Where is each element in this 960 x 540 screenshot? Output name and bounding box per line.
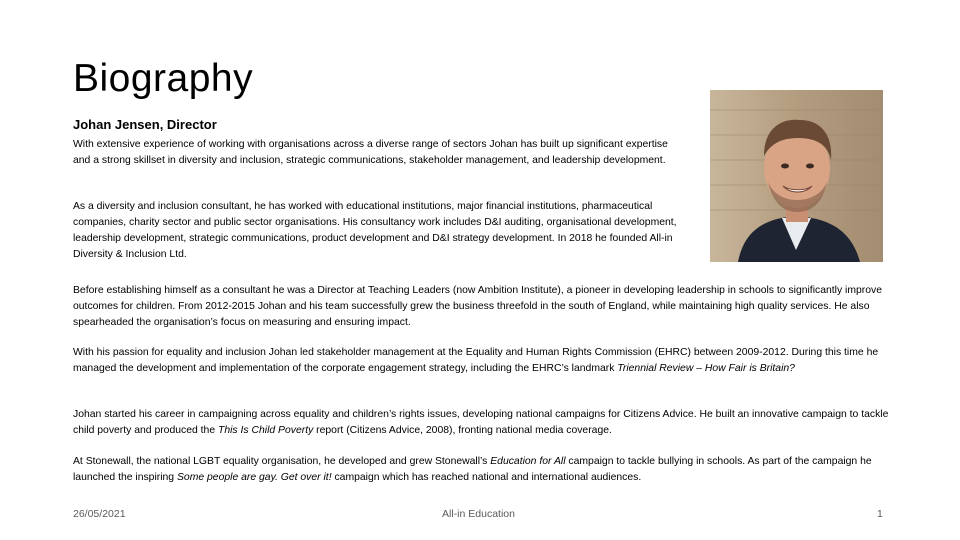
bio-paragraph-4 — [73, 345, 893, 377]
footer-organisation: All-in Education — [442, 508, 515, 520]
campaign-title-education-for-all: Education for All — [490, 456, 566, 467]
report-title-triennial-review: Triennial Review – How Fair is Britain? — [617, 363, 795, 374]
bio-paragraph-1: With extensive experience of working with organisations across a diverse range of sectors Johan has built up significant expertise and a strong skillset in diversity and inclusion, strategic communications, stakeholder management, and leadership development. — [73, 139, 668, 166]
bio-paragraph-2: As a diversity and inclusion consultant, he has worked with educational institutions, major financial institutions, pharmaceutical companies, charity sector and public sector organisations. His consultancy work includes D&I auditing, organisational development, leadership development, strategic communications, product development and D&I strategy development. In 2018 he founded All-in Diversity & Inclusion Ltd. — [73, 201, 677, 260]
slide-title: Biography — [73, 57, 254, 100]
portrait-photo — [710, 90, 883, 262]
portrait-illustration — [710, 90, 883, 262]
bio-paragraph-5 — [73, 407, 893, 439]
bio-paragraph-3: Before establishing himself as a consultant he was a Director at Teaching Leaders (now Ambition Institute), a pioneer in developing leadership in schools to significantly improve outcomes for children. From 2012-2015 Johan and his team successfully grew the business threefold in the south of England, while maintaining high quality services. He also spearheaded the organisation’s focus on measuring and ensuring impact. — [73, 285, 882, 328]
report-title-child-poverty: This Is Child Poverty — [218, 425, 314, 436]
footer-date: 26/05/2021 — [73, 508, 126, 520]
bio-subheading: Johan Jensen, Director — [73, 117, 217, 132]
bio-paragraph-6-text-c: campaign which has reached national and international audiences. — [331, 472, 642, 483]
bio-paragraph-4-text: With his passion for equality and inclusion Johan led stakeholder management at the Equality and Human Rights Commission (EHRC) between 2009-2012. During this time he managed the development and implementation of the corporate engagement strategy, including the EHRC’s landmark — [73, 347, 879, 374]
bio-paragraph-6 — [73, 454, 893, 486]
bio-paragraph-5-text-b: report (Citizens Advice, 2008), fronting national media coverage. — [313, 425, 612, 436]
campaign-title-some-people-are-gay: Some people are gay. Get over it! — [176, 472, 332, 483]
footer-page-number: 1 — [877, 508, 883, 520]
bio-paragraph-6-text-b: campaign to tackle bullying in schools. As part of the campaign he launched the inspiring — [73, 456, 872, 483]
bio-paragraph-6-text-a: At Stonewall, the national LGBT equality organisation, he developed and grew Stonewall’s — [73, 456, 491, 467]
bio-paragraph-5-text-a: Johan started his career in campaigning across equality and children’s rights issues, developing national campaigns for Citizens Advice. He built an innovative campaign to tackle child poverty and produced the — [73, 409, 889, 436]
